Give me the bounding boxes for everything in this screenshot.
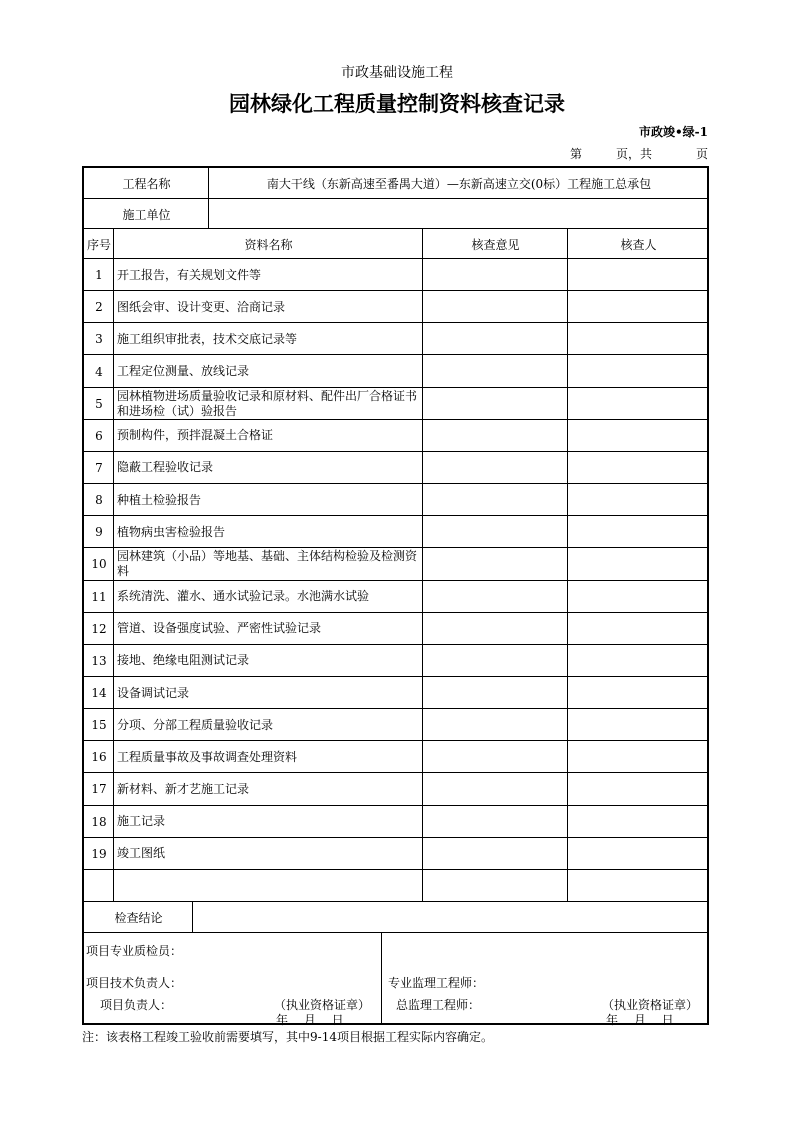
row-name: 竣工图纸	[117, 846, 166, 861]
row-no: 11	[91, 589, 107, 604]
page-ye: 页	[695, 147, 708, 161]
row-no: 2	[95, 300, 103, 315]
row-no: 15	[91, 718, 107, 733]
row-name: 管道、设备强度试验、严密性试验记录	[117, 621, 322, 636]
row-name: 图纸会审、设计变更、洽商记录	[117, 299, 286, 314]
row-no: 8	[95, 493, 103, 508]
page-info	[570, 145, 708, 162]
contractor-label: 施工单位	[122, 207, 171, 222]
col-header-checker: 核查人	[620, 237, 657, 252]
footnote: 注：该表格工程竣工验收前需要填写，其中9-14项目根据工程实际内容确定。	[82, 1030, 493, 1044]
row-no: 19	[91, 846, 107, 861]
supervisor-label: 专业监理工程师：	[388, 976, 485, 990]
row-checker-cell[interactable]	[568, 388, 709, 420]
quality-inspector-label: 项目专业质检员：	[86, 944, 183, 958]
row-checker-cell[interactable]	[568, 838, 709, 870]
row-no: 10	[91, 557, 107, 572]
row-opinion-cell[interactable]	[423, 291, 568, 323]
cert-stamp-left: （执业资格证章）	[274, 998, 371, 1012]
row-checker-cell[interactable]	[568, 323, 709, 355]
row-name: 种植土检验报告	[117, 492, 202, 507]
row-opinion-cell[interactable]	[423, 484, 568, 516]
cert-stamp-right: （执业资格证章）	[602, 998, 699, 1012]
chief-supervisor-label: 总监理工程师：	[396, 998, 481, 1012]
row-opinion-cell[interactable]	[423, 838, 568, 870]
row-opinion-cell[interactable]	[423, 420, 568, 452]
row-no: 4	[95, 364, 103, 379]
row-opinion-cell[interactable]	[423, 645, 568, 677]
row-no: 1	[95, 268, 103, 283]
row-name: 接地、绝缘电阻测试记录	[117, 653, 250, 668]
row-no: 6	[95, 428, 103, 443]
row-opinion-cell[interactable]	[423, 548, 568, 580]
project-name-label: 工程名称	[122, 177, 171, 191]
page-ye-gong: 页，共	[615, 147, 652, 161]
row-name: 工程质量事故及事故调查处理资料	[117, 749, 298, 764]
row-no: 7	[95, 460, 103, 475]
row-opinion-cell[interactable]	[423, 388, 568, 420]
row-no: 17	[91, 782, 107, 797]
row-name	[114, 870, 423, 902]
col-header-name: 资料名称	[244, 237, 293, 252]
row-name: 隐蔽工程验收记录	[117, 460, 214, 475]
row-checker-cell[interactable]	[568, 613, 709, 645]
row-opinion-cell[interactable]	[423, 773, 568, 805]
row-checker-cell[interactable]	[568, 645, 709, 677]
col-header-opinion: 核查意见	[471, 237, 520, 252]
row-checker-cell[interactable]	[568, 420, 709, 452]
contractor-value[interactable]	[209, 199, 709, 229]
row-opinion-cell[interactable]	[423, 677, 568, 709]
row-name: 施工记录	[117, 814, 166, 829]
row-checker-cell[interactable]	[568, 484, 709, 516]
row-opinion-cell[interactable]	[423, 452, 568, 484]
row-checker-cell[interactable]	[568, 741, 709, 773]
row-opinion-cell[interactable]	[423, 259, 568, 291]
form-code: 市政竣•绿-1	[638, 125, 708, 139]
project-name-value[interactable]: 南大干线（东新高速至番禺大道）—东新高速立交(0标）工程施工总承包	[266, 177, 652, 191]
row-opinion-cell[interactable]	[423, 323, 568, 355]
row-checker-cell[interactable]	[568, 516, 709, 548]
row-no: 9	[95, 525, 103, 540]
row-checker-cell[interactable]	[568, 870, 709, 902]
conclusion-label: 检查结论	[114, 911, 163, 925]
row-name: 园林建筑（小品）等地基、基础、主体结构检验及检测资料	[117, 549, 418, 579]
date-right: 年 月 日	[606, 1013, 674, 1027]
form-subtitle: 市政基础设施工程	[341, 65, 453, 81]
row-checker-cell[interactable]	[568, 452, 709, 484]
row-checker-cell[interactable]	[568, 355, 709, 387]
row-opinion-cell[interactable]	[423, 741, 568, 773]
tech-lead-label: 项目技术负责人：	[86, 976, 183, 990]
row-checker-cell[interactable]	[568, 677, 709, 709]
page-di: 第	[569, 147, 582, 161]
row-name: 园林植物进场质量验收记录和原材料、配件出厂合格证书和进场检（试）验报告	[117, 388, 418, 418]
row-name: 设备调试记录	[117, 685, 190, 700]
row-no: 3	[95, 332, 103, 347]
row-opinion-cell[interactable]	[423, 581, 568, 613]
row-no: 12	[91, 621, 107, 636]
col-header-no: 序号	[86, 237, 111, 252]
row-no: 5	[95, 396, 103, 411]
conclusion-value[interactable]	[193, 902, 709, 933]
row-opinion-cell[interactable]	[423, 516, 568, 548]
row-checker-cell[interactable]	[568, 259, 709, 291]
project-manager-label: 项目负责人：	[100, 998, 173, 1012]
row-no	[84, 870, 114, 902]
row-opinion-cell[interactable]	[423, 806, 568, 838]
date-left: 年 月 日	[276, 1013, 344, 1027]
row-checker-cell[interactable]	[568, 773, 709, 805]
form-table	[82, 166, 709, 1025]
row-checker-cell[interactable]	[568, 806, 709, 838]
row-checker-cell[interactable]	[568, 548, 709, 580]
row-name: 开工报告，有关规划文件等	[117, 267, 262, 282]
form-title: 园林绿化工程质量控制资料核查记录	[229, 92, 565, 116]
row-name: 植物病虫害检验报告	[117, 524, 226, 539]
row-name: 工程定位测量、放线记录	[117, 364, 250, 378]
row-name: 施工组织审批表，技术交底记录等	[117, 331, 298, 346]
row-name: 新材料、新才艺施工记录	[117, 781, 250, 796]
row-checker-cell[interactable]	[568, 709, 709, 741]
row-checker-cell[interactable]	[568, 581, 709, 613]
row-opinion-cell[interactable]	[423, 709, 568, 741]
row-opinion-cell[interactable]	[423, 870, 568, 902]
row-opinion-cell[interactable]	[423, 613, 568, 645]
row-no: 16	[91, 750, 107, 765]
row-no: 14	[91, 686, 107, 700]
row-opinion-cell[interactable]	[423, 355, 568, 387]
row-checker-cell[interactable]	[568, 291, 709, 323]
row-name: 分项、分部工程质量验收记录	[117, 717, 274, 732]
row-name: 系统清洗、灌水、通水试验记录。水池满水试验	[117, 589, 370, 604]
row-no: 13	[91, 653, 107, 668]
row-no: 18	[91, 814, 107, 829]
row-name: 预制构件，预拌混凝土合格证	[117, 428, 274, 443]
